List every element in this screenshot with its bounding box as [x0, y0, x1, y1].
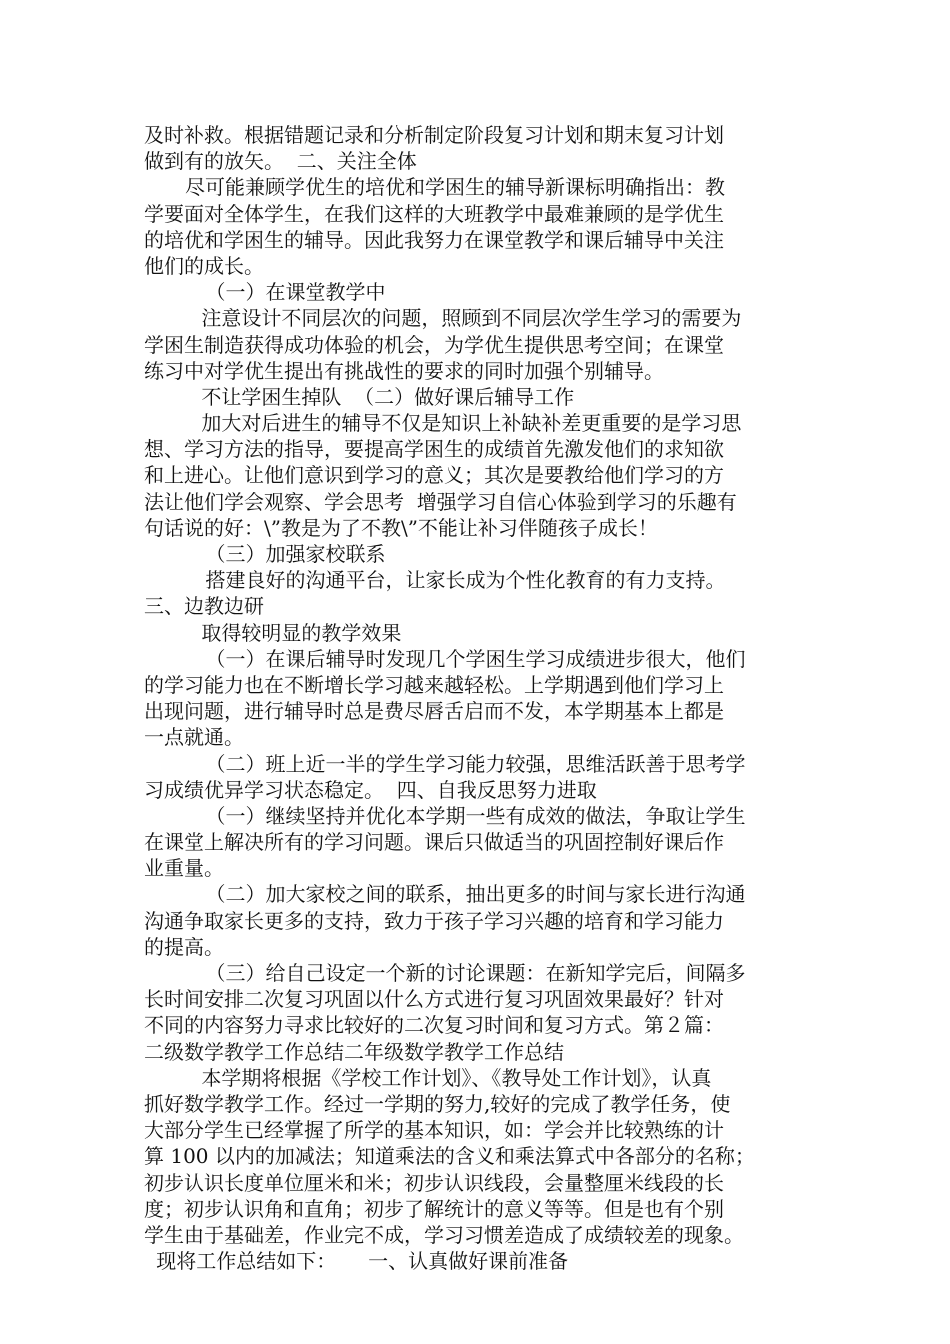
text-line: 初步认识长度单位厘米和米；初步认识线段，会量整厘米线段的长 [144, 1170, 724, 1195]
text-line: 出现问题，进行辅导时总是费尽唇舌启而不发，本学期基本上都是 [144, 699, 724, 724]
text-line: 的学习能力也在不断增长学习越来越轻松。上学期遇到他们学习上 [144, 672, 724, 697]
text-line: 抓好数学教学工作。经过一学期的努力,较好的完成了教学任务，使 [144, 1091, 731, 1116]
text-line: 业重量。 [144, 856, 224, 881]
text-line: 练习中对学优生提出有挑战性的要求的同时加强个别辅导。 [144, 358, 664, 383]
text-line: 现将工作总结如下： 一、认真做好课前准备 [156, 1249, 569, 1274]
text-line: 沟通争取家长更多的支持，致力于孩子学习兴趣的培育和学习能力 [144, 908, 724, 933]
text-line: 的培优和学困生的辅导。因此我努力在课堂教学和课后辅导中关注 [144, 227, 724, 252]
text-line: 想、学习方法的指导，要提高学困生的成绩首先激发他们的求知欲 [144, 437, 724, 462]
text-line: （一）继续坚持并优化本学期一些有成效的做法，争取让学生 [205, 803, 746, 828]
text-line: （三）加强家校联系 [205, 542, 386, 566]
text-line: 及时补救。根据错题记录和分析制定阶段复习计划和期末复习计划 [144, 123, 724, 147]
text-line: 学要面对全体学生，在我们这样的大班教学中最难兼顾的是学优生 [144, 201, 724, 226]
text-line: 他们的成长。 [144, 253, 264, 278]
text-line: （二）班上近一半的学生学习能力较强，思维活跃善于思考学 [205, 751, 746, 776]
text-line: 度；初步认识角和直角；初步了解统计的意义等等。但是也有个别 [144, 1196, 724, 1221]
text-line: 句话说的好：\”教是为了不教\”不能让补习伴随孩子成长！ [144, 515, 658, 540]
text-line: 加大对后进生的辅导不仅是知识上补缺补差更重要的是学习思 [201, 411, 742, 436]
text-line: 做到有的放矢。 二、关注全体 [144, 149, 417, 174]
text-line: 尽可能兼顾学优生的培优和学困生的辅导新课标明确指出：教 [185, 175, 725, 200]
text-line: 算 100 以内的加减法；知道乘法的含义和乘法算式中各部分的名称； [144, 1144, 755, 1169]
text-line: 长时间安排二次复习巩固以什么方式进行复习巩固效果最好？针对 [144, 987, 724, 1012]
text-line: （三）给自己设定一个新的讨论课题：在新知学完后，间隔多 [205, 961, 746, 985]
text-line: 学困生制造获得成功体验的机会，为学优生提供思考空间；在课堂 [144, 332, 724, 357]
text-line: 不让学困生掉队 （二）做好课后辅导工作 [201, 384, 575, 409]
text-line: 大部分学生已经掌握了所学的基本知识，如：学会并比较熟练的计 [144, 1118, 724, 1143]
text-line: （一）在课后辅导时发现几个学困生学习成绩进步很大，他们 [205, 646, 746, 671]
text-line: 搭建良好的沟通平台，让家长成为个性化教育的有力支持。 [205, 568, 726, 593]
text-line: 习成绩优异学习状态稳定。 四、自我反思努力进取 [144, 777, 597, 802]
text-line: 二级数学教学工作总结二年级数学教学工作总结 [144, 1039, 564, 1064]
text-line: 不同的内容努力寻求比较好的二次复习时间和复习方式。第２篇： [144, 1013, 724, 1038]
text-line: 取得较明显的教学效果 [201, 620, 402, 645]
text-line: 学生由于基础差，作业完不成，学习习惯差造成了成绩较差的现象。 [144, 1222, 744, 1247]
text-line: （一）在课堂教学中 [205, 280, 386, 305]
text-line: （二）加大家校之间的联系，抽出更多的时间与家长进行沟通 [205, 882, 746, 907]
text-line: 和上进心。让他们意识到学习的意义；其次是要教给他们学习的方 [144, 463, 724, 488]
text-line: 注意设计不同层次的问题，照顾到不同层次学生学习的需要为 [201, 306, 742, 331]
document-body [144, 122, 812, 1274]
text-line: 本学期将根据《学校工作计划》、《教导处工作计划》，认真 [201, 1065, 712, 1090]
text-line: 法让他们学会观察、学会思考 增强学习自信心体验到学习的乐趣有 [144, 489, 737, 514]
text-line: 的提高。 [144, 934, 224, 959]
text-line: 三、边教边研 [144, 594, 264, 619]
text-line: 在课堂上解决所有的学习问题。课后只做适当的巩固控制好课后作 [144, 830, 724, 855]
text-line: 一点就通。 [144, 725, 244, 750]
